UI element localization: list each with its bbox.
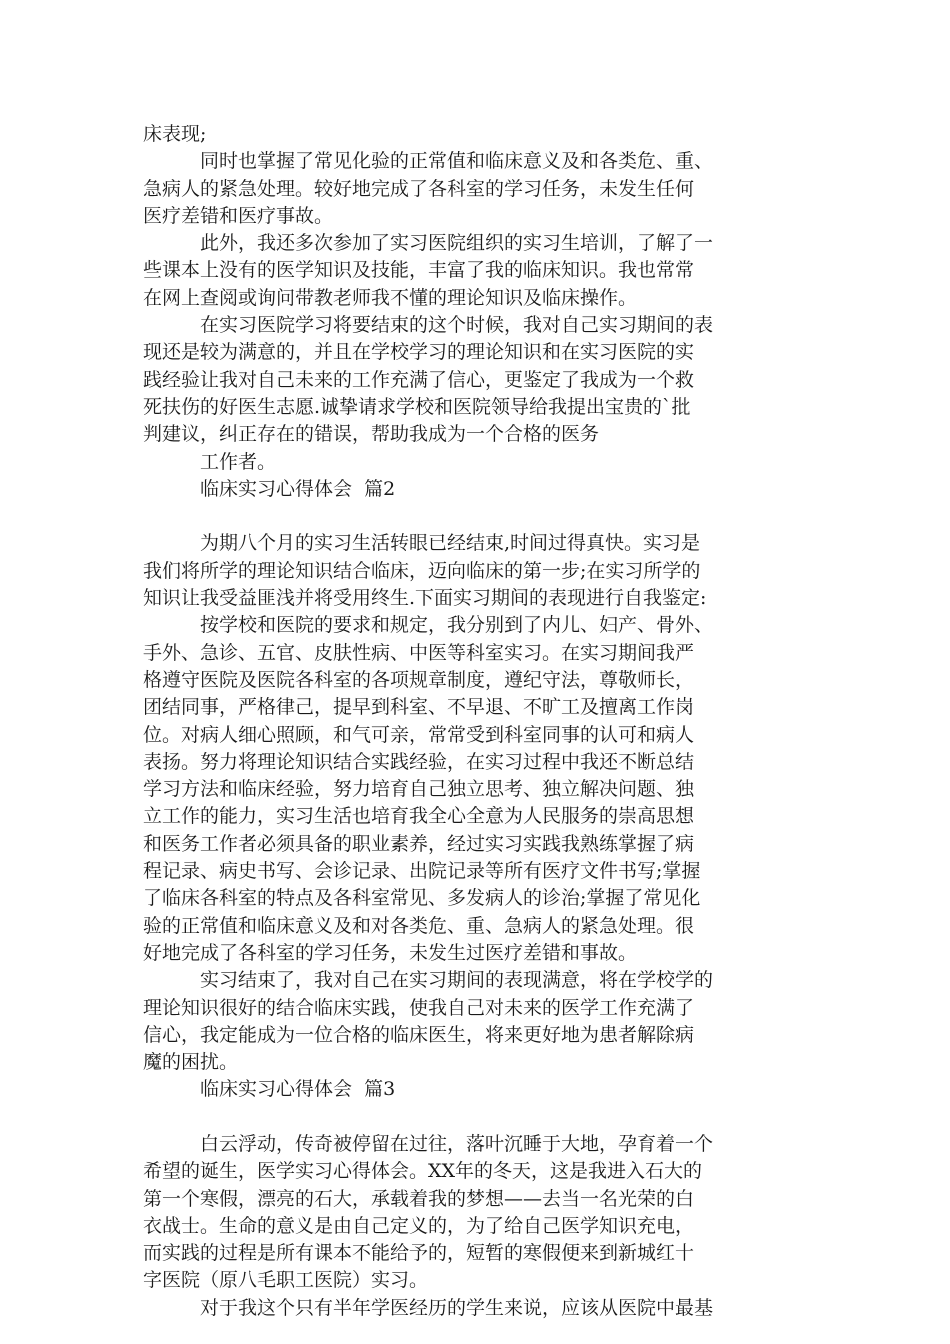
- text-line: 些课本上没有的医学知识及技能，丰富了我的临床知识。我也常常: [143, 259, 695, 282]
- text-line: 此外，我还多次参加了实习医院组织的实习生培训，了解了一: [200, 232, 714, 255]
- text-line: 判建议，纠正存在的错误，帮助我成为一个合格的医务: [143, 423, 600, 446]
- text-line: 立工作的能力，实习生活也培育我全心全意为人民服务的崇高思想: [143, 805, 695, 828]
- text-line: 表扬。努力将理论知识结合实践经验，在实习过程中我还不断总结: [143, 750, 695, 773]
- text-line: 医疗差错和医疗事故。: [143, 204, 334, 227]
- text-line: 魔的困扰。: [143, 1051, 239, 1074]
- blank-line: [143, 1104, 811, 1131]
- text-line: 现还是较为满意的，并且在学校学习的理论知识和在实习医院的实: [143, 341, 695, 364]
- text-line: 希望的诞生，医学实习心得体会。XX年的冬天，这是我进入石大的: [143, 1160, 703, 1183]
- text-line: 知识让我受益匪浅并将受用终生.下面实习期间的表现进行自我鉴定:: [143, 587, 707, 610]
- text-line: 实习结束了，我对自己在实习期间的表现满意，将在学校学的: [200, 969, 714, 992]
- section-heading: 临床实习心得体会 篇3: [200, 1078, 396, 1101]
- text-line: 践经验让我对自己未来的工作充满了信心，更鉴定了我成为一个救: [143, 368, 695, 391]
- text-line: 字医院（原八毛职工医院）实习。: [143, 1269, 429, 1292]
- text-line: 同时也掌握了常见化验的正常值和临床意义及和各类危、重、: [200, 150, 714, 173]
- text-line: 在实习医院学习将要结束的这个时候，我对自己实习期间的表: [200, 314, 714, 337]
- text-line: 床表现;: [143, 123, 207, 145]
- text-line: 为期八个月的实习生活转眼已经结束,时间过得真快。实习是: [200, 532, 701, 555]
- text-line: 在网上查阅或询问带教老师我不懂的理论知识及临床操作。: [143, 286, 638, 309]
- text-line: 急病人的紧急处理。较好地完成了各科室的学习任务，未发生任何: [143, 177, 695, 200]
- text-line: 信心，我定能成为一位合格的临床医生，将来更好地为患者解除病: [143, 1023, 695, 1046]
- text-line: 衣战士。生命的意义是由自己定义的，为了给自己医学知识充电，: [143, 1214, 695, 1237]
- text-line: 学习方法和临床经验，努力培育自己独立思考、独立解决问题、独: [143, 778, 695, 801]
- text-line: 了临床各科室的特点及各科室常见、多发病人的诊治;掌握了常见化: [143, 887, 701, 910]
- text-line: 工作者。: [200, 450, 277, 473]
- text-line: 团结同事，严格律己，提早到科室、不早退、不旷工及擅离工作岗: [143, 696, 695, 719]
- text-line: 手外、急诊、五官、皮肤性病、中医等科室实习。在实习期间我严: [143, 641, 695, 664]
- text-line: 位。对病人细心照顾，和气可亲，常常受到科室同事的认可和病人: [143, 723, 695, 746]
- text-line: 死扶伤的好医生志愿.诚挚请求学校和医院领导给我提出宝贵的`批: [143, 395, 691, 418]
- text-line: 而实践的过程是所有课本不能给予的，短暂的寒假便来到新城红十: [143, 1242, 695, 1265]
- text-line: 和医务工作者必须具备的职业素养，经过实习实践我熟练掌握了病: [143, 832, 695, 855]
- text-line: 程记录、病史书写、会诊记录、出院记录等所有医疗文件书写;掌握: [143, 860, 701, 883]
- text-line: 我们将所学的理论知识结合临床，迈向临床的第一步;在实习所学的: [143, 559, 701, 582]
- section-heading: 临床实习心得体会 篇2: [200, 477, 396, 500]
- text-line: 格遵守医院及医院各科室的各项规章制度，遵纪守法，尊敬师长，: [143, 668, 695, 691]
- text-line: 好地完成了各科室的学习任务，未发生过医疗差错和事故。: [143, 941, 638, 964]
- text-line: 验的正常值和临床意义及和对各类危、重、急病人的紧急处理。很: [143, 914, 695, 937]
- text-line: 对于我这个只有半年学医经历的学生来说，应该从医院中最基: [200, 1296, 714, 1319]
- text-line: 第一个寒假，漂亮的石大，承载着我的梦想——去当一名光荣的白: [143, 1187, 695, 1210]
- text-line: 理论知识很好的结合临床实践，使我自己对未来的医学工作充满了: [143, 996, 695, 1019]
- document-body: [143, 121, 811, 1322]
- text-line: 按学校和医院的要求和规定，我分别到了内儿、妇产、骨外、: [200, 614, 714, 637]
- text-line: 白云浮动，传奇被停留在过往，落叶沉睡于大地，孕育着一个: [200, 1132, 714, 1155]
- blank-line: [143, 503, 811, 530]
